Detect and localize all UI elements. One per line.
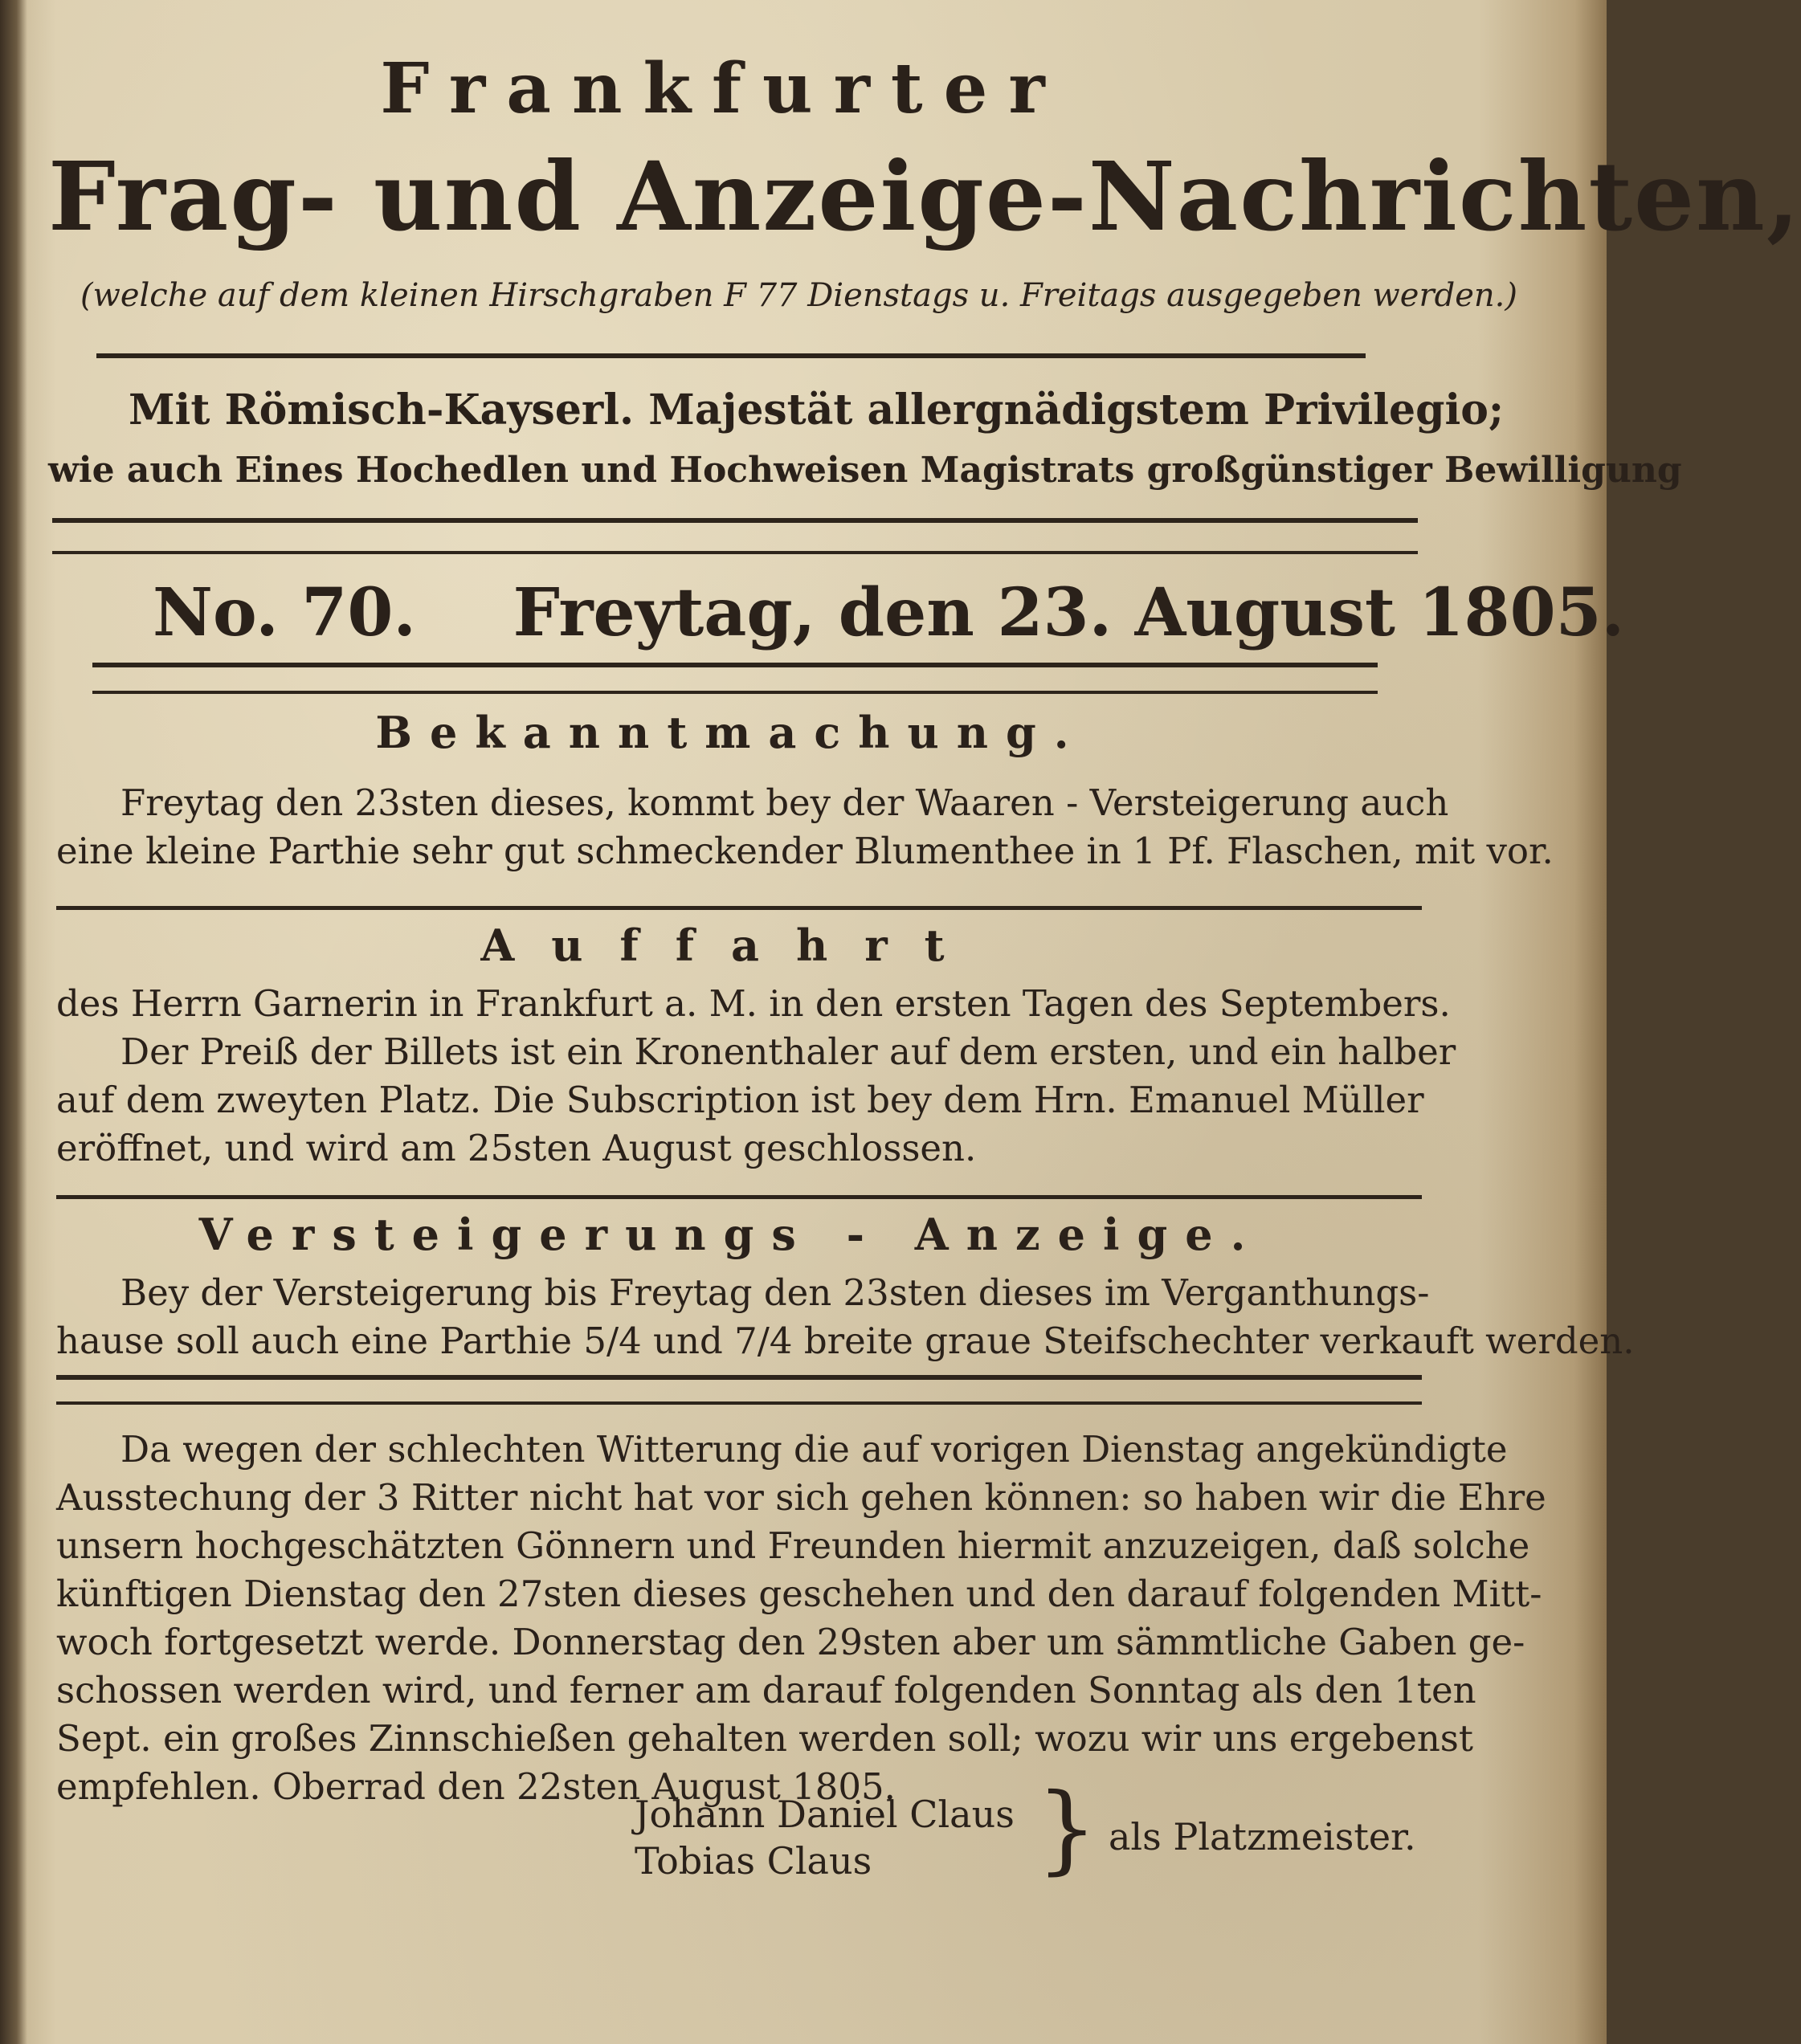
masthead-subtitle: (welche auf dem kleinen Hirschgraben F 77 Dienstags u. Freitags ausgegeben werden.) [80,277,1517,314]
text-line: eine kleine Parthie sehr gut schmeckender Blumenthee in 1 Pf. Flaschen, mit vor. [56,830,1554,872]
text-line: unsern hochgeschätzten Gönnern und Freunden hiermit anzuzeigen, daß solche [56,1524,1530,1567]
text-line: Sept. ein großes Zinnschießen gehalten werden soll; wozu wir uns ergebenst [56,1717,1473,1760]
rule-divider [56,1375,1422,1380]
text-line: Bey der Versteigerung bis Freytag den 23sten dieses im Verganthungs- [120,1271,1430,1314]
masthead-title-line1: Frankfurter [380,48,1066,129]
signature-name-1: Johann Daniel Claus [635,1793,1015,1836]
rule-divider [96,353,1366,358]
book-spine-shadow [0,0,27,2044]
rule-divider [92,691,1378,694]
signature-name-2: Tobias Claus [635,1839,872,1883]
rule-divider [56,1401,1422,1405]
rule-divider [52,551,1418,554]
text-line: hause soll auch eine Parthie 5/4 und 7/4 breite graue Steifschechter verkauft werden. [56,1320,1635,1362]
text-line: empfehlen. Oberrad den 22sten August 1805. [56,1765,896,1808]
signature-names [635,1791,1015,1884]
section-heading-versteigerungs-anzeige: Versteigerungs - Anzeige. [198,1209,1264,1260]
signature-role: als Platzmeister. [1109,1815,1416,1858]
section-body-bekanntmachung [56,779,1554,875]
section-heading-auffahrt: Auffahrt [480,920,982,971]
rule-divider [52,518,1418,523]
text-line: woch fortgesetzt werde. Donnerstag den 29sten aber um sämmtliche Gaben ge- [56,1621,1525,1663]
section-body-versteigerungs-anzeige [56,1269,1635,1365]
text-line: Der Preiß der Billets ist ein Kronenthaler auf dem ersten, und ein halber [120,1030,1456,1073]
rule-divider [92,663,1378,667]
issue-line [153,574,1625,651]
section-heading-bekanntmachung: Bekanntmachung. [375,707,1087,758]
rule-divider [56,1195,1422,1199]
section-body-auffahrt [56,980,1456,1173]
text-line: Ausstechung der 3 Ritter nicht hat vor sich gehen können: so haben wir die Ehre [56,1476,1546,1519]
text-line: auf dem zweyten Platz. Die Subscription ist bey dem Hrn. Emanuel Müller [56,1079,1424,1121]
issue-number: No. 70. [153,574,416,651]
text-line: eröffnet, und wird am 25sten August geschlossen. [56,1127,977,1169]
masthead-title-line2: Frag- und Anzeige-Nachrichten, [48,141,1801,252]
text-line: des Herrn Garnerin in Frankfurt a. M. in den ersten Tagen des Septembers. [56,982,1451,1025]
text-line: schossen werden wird, und ferner am darauf folgenden Sonntag als den 1ten [56,1669,1476,1711]
rule-divider [56,906,1422,910]
text-line: Freytag den 23sten dieses, kommt bey der Waaren - Versteigerung auch [120,781,1449,824]
privilege-line1: Mit Römisch-Kayserl. Majestät allergnädigstem Privilegio; [129,386,1505,435]
privilege-line2: wie auch Eines Hochedlen und Hochweisen Magistrats großgünstiger Bewilligung [48,450,1682,491]
section-body-ritter-announcement [56,1426,1546,1811]
signature-brace-icon: } [1036,1773,1098,1885]
text-line: künftigen Dienstag den 27sten dieses geschehen und den darauf folgenden Mitt- [56,1573,1542,1615]
text-line: Da wegen der schlechten Witterung die auf vorigen Dienstag angekündigte [120,1428,1508,1471]
issue-date: Freytag, den 23. August 1805. [513,574,1625,651]
